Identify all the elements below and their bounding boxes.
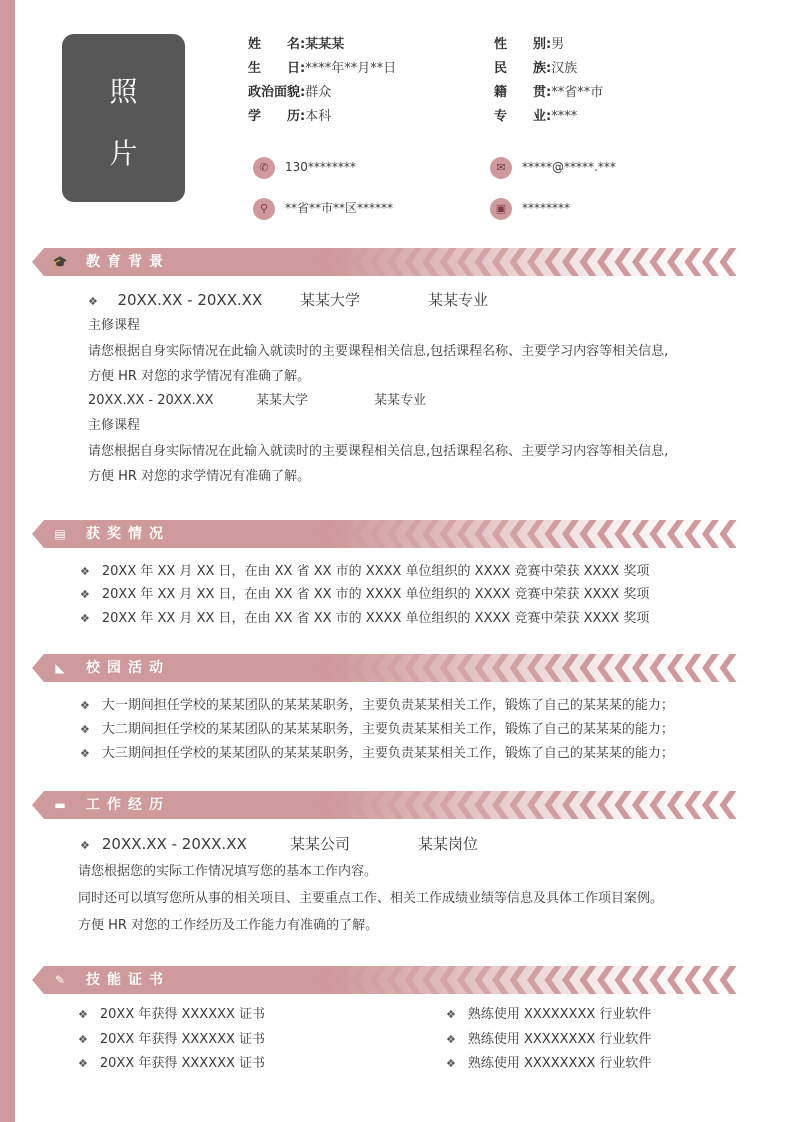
section-header-education bbox=[32, 248, 752, 276]
skill-software-item bbox=[446, 1030, 651, 1050]
bullet-icon: ❖ bbox=[80, 588, 90, 601]
politics-row bbox=[248, 81, 331, 105]
birth-value: ****年**月**日 bbox=[305, 61, 397, 76]
skill-software-item bbox=[446, 1054, 651, 1074]
edu1-courses-label: 主修课程 bbox=[88, 318, 141, 333]
major-value: **** bbox=[551, 109, 578, 124]
edu1-school: 某某大学 bbox=[300, 291, 361, 309]
ethnic-value: 汉族 bbox=[551, 61, 578, 76]
bullet-icon: ❖ bbox=[80, 699, 90, 712]
skill-cert-text: 20XX 年获得 XXXXXX 证书 bbox=[99, 1032, 266, 1047]
edu1-desc-line2: 方便 HR 对您的求学情况有准确了解。 bbox=[88, 369, 311, 384]
bullet-icon: ❖ bbox=[80, 723, 90, 736]
campus-item bbox=[80, 744, 674, 764]
email-value: *****@*****.*** bbox=[522, 160, 616, 174]
work-desc-line3: 方便 HR 对您的工作经历及工作能力有准确的了解。 bbox=[78, 918, 379, 933]
work-position: 某某岗位 bbox=[418, 835, 479, 853]
section-title-awards: 获奖情况 bbox=[86, 526, 170, 542]
major-row bbox=[494, 105, 577, 129]
email-icon: ✉ bbox=[490, 157, 512, 179]
left-accent-bar bbox=[0, 0, 15, 1122]
award-text: 20XX 年 XX 月 XX 日，在由 XX 省 XX 市的 XXXX 单位组织的 XXXX 竞赛中荣获 XXXX 奖项 bbox=[101, 564, 650, 579]
shoe-icon: ◣ bbox=[55, 661, 65, 675]
skill-software-text: 熟练使用 XXXXXXXX 行业软件 bbox=[467, 1032, 652, 1047]
skill-software-text: 熟练使用 XXXXXXXX 行业软件 bbox=[467, 1056, 652, 1071]
native-label: 籍 贯: bbox=[494, 85, 552, 100]
edu2-desc-line2: 方便 HR 对您的求学情况有准确了解。 bbox=[88, 469, 311, 484]
bullet-icon: ❖ bbox=[78, 1057, 88, 1070]
education-value: 本科 bbox=[305, 109, 332, 124]
award-item bbox=[80, 562, 649, 582]
phone-icon: ✆ bbox=[253, 157, 275, 179]
bullet-icon: ❖ bbox=[78, 1033, 88, 1046]
work-company: 某某公司 bbox=[290, 835, 351, 853]
politics-label: 政治面貌: bbox=[248, 85, 306, 100]
skill-cert-item bbox=[78, 1005, 265, 1025]
edu2-major: 某某专业 bbox=[374, 393, 427, 408]
edu2-desc-line1: 请您根据自身实际情况在此输入就读时的主要课程相关信息,包括课程名称、主要学习内容等相关信息, bbox=[88, 444, 669, 459]
chat-icon: ▣ bbox=[490, 198, 512, 220]
name-row bbox=[248, 33, 344, 57]
bullet-icon: ❖ bbox=[446, 1057, 456, 1070]
campus-item bbox=[80, 696, 674, 716]
photo-placeholder[interactable] bbox=[62, 34, 185, 202]
name-value: 某某某 bbox=[305, 37, 345, 52]
section-title-work: 工作经历 bbox=[86, 797, 170, 813]
gender-label: 性 别: bbox=[494, 37, 552, 52]
campus-text: 大一期间担任学校的某某团队的某某某职务，主要负责某某相关工作，锻炼了自己的某某某的能力； bbox=[101, 698, 674, 713]
skill-software-text: 熟练使用 XXXXXXXX 行业软件 bbox=[467, 1007, 652, 1022]
address-value: **省**市**区****** bbox=[285, 201, 394, 215]
contact-phone[interactable] bbox=[253, 156, 356, 178]
major-label: 专 业: bbox=[494, 109, 552, 124]
contact-address bbox=[253, 197, 393, 219]
edu1-major: 某某专业 bbox=[428, 291, 489, 309]
ethnic-label: 民 族: bbox=[494, 61, 552, 76]
edu2-courses-label: 主修课程 bbox=[88, 418, 141, 433]
award-item bbox=[80, 585, 649, 605]
birth-label: 生 日: bbox=[248, 61, 306, 76]
name-label: 姓 名: bbox=[248, 37, 306, 52]
photo-text-1: 照 bbox=[109, 75, 138, 108]
bullet-icon: ❖ bbox=[80, 612, 90, 625]
bullet-icon: ❖ bbox=[446, 1033, 456, 1046]
award-text: 20XX 年 XX 月 XX 日，在由 XX 省 XX 市的 XXXX 单位组织的 XXXX 竞赛中荣获 XXXX 奖项 bbox=[101, 611, 650, 626]
bullet-icon: ❖ bbox=[80, 747, 90, 760]
bullet-icon: ❖ bbox=[80, 565, 90, 578]
skill-cert-item bbox=[78, 1030, 265, 1050]
work-desc-line1: 请您根据您的实际工作情况填写您的基本工作内容。 bbox=[78, 864, 378, 879]
skill-software-item bbox=[446, 1005, 651, 1025]
location-icon: ⚲ bbox=[253, 198, 275, 220]
gender-row bbox=[494, 33, 564, 57]
campus-text: 大二期间担任学校的某某团队的某某某职务，主要负责某某相关工作，锻炼了自己的某某某的能力； bbox=[101, 722, 674, 737]
section-header-skills bbox=[32, 966, 752, 994]
bullet-icon: ❖ bbox=[88, 295, 98, 308]
campus-item bbox=[80, 720, 674, 740]
edu1-desc-line1: 请您根据自身实际情况在此输入就读时的主要课程相关信息,包括课程名称、主要学习内容等相关信息, bbox=[88, 344, 669, 359]
education-row bbox=[248, 105, 331, 129]
section-title-skills: 技能证书 bbox=[86, 972, 170, 988]
edu2-school: 某某大学 bbox=[256, 393, 309, 408]
birth-row bbox=[248, 57, 396, 81]
wechat-value: ******** bbox=[522, 201, 570, 215]
work-desc-line2: 同时还可以填写您所从事的相关项目、主要重点工作、相关工作成绩业绩等信息及具体工作项目案例。 bbox=[78, 891, 664, 906]
section-title-education: 教育背景 bbox=[86, 254, 170, 270]
work-header-row bbox=[80, 834, 247, 856]
contact-wechat bbox=[490, 197, 570, 219]
award-text: 20XX 年 XX 月 XX 日，在由 XX 省 XX 市的 XXXX 单位组织的 XXXX 竞赛中荣获 XXXX 奖项 bbox=[101, 587, 650, 602]
section-title-campus: 校园活动 bbox=[86, 660, 170, 676]
politics-value: 群众 bbox=[305, 85, 332, 100]
skill-cert-text: 20XX 年获得 XXXXXX 证书 bbox=[99, 1007, 266, 1022]
phone-value: 130******** bbox=[285, 160, 356, 174]
skill-cert-item bbox=[78, 1054, 265, 1074]
award-icon: ▤ bbox=[54, 527, 66, 541]
graduation-cap-icon: 🎓 bbox=[52, 255, 68, 269]
bullet-icon: ❖ bbox=[78, 1008, 88, 1021]
edu1-header-row bbox=[88, 290, 262, 312]
bullet-icon: ❖ bbox=[80, 839, 90, 852]
native-row bbox=[494, 81, 603, 105]
native-value: **省**市 bbox=[551, 85, 604, 100]
section-header-campus bbox=[32, 654, 752, 682]
bullet-icon: ❖ bbox=[446, 1008, 456, 1021]
ethnic-row bbox=[494, 57, 577, 81]
edu1-period: 20XX.XX - 20XX.XX bbox=[117, 291, 263, 309]
briefcase-icon: ▬ bbox=[54, 798, 66, 812]
section-header-work bbox=[32, 791, 752, 819]
work-period: 20XX.XX - 20XX.XX bbox=[101, 835, 247, 853]
edu2-period: 20XX.XX - 20XX.XX bbox=[88, 393, 214, 408]
section-header-awards bbox=[32, 520, 752, 548]
education-label: 学 历: bbox=[248, 109, 306, 124]
skill-cert-text: 20XX 年获得 XXXXXX 证书 bbox=[99, 1056, 266, 1071]
gender-value: 男 bbox=[551, 37, 565, 52]
photo-text-2: 片 bbox=[109, 137, 138, 170]
contact-email[interactable] bbox=[490, 156, 616, 178]
award-item bbox=[80, 609, 649, 629]
certificate-icon: ✎ bbox=[54, 973, 66, 987]
campus-text: 大三期间担任学校的某某团队的某某某职务，主要负责某某相关工作，锻炼了自己的某某某的能力； bbox=[101, 746, 674, 761]
